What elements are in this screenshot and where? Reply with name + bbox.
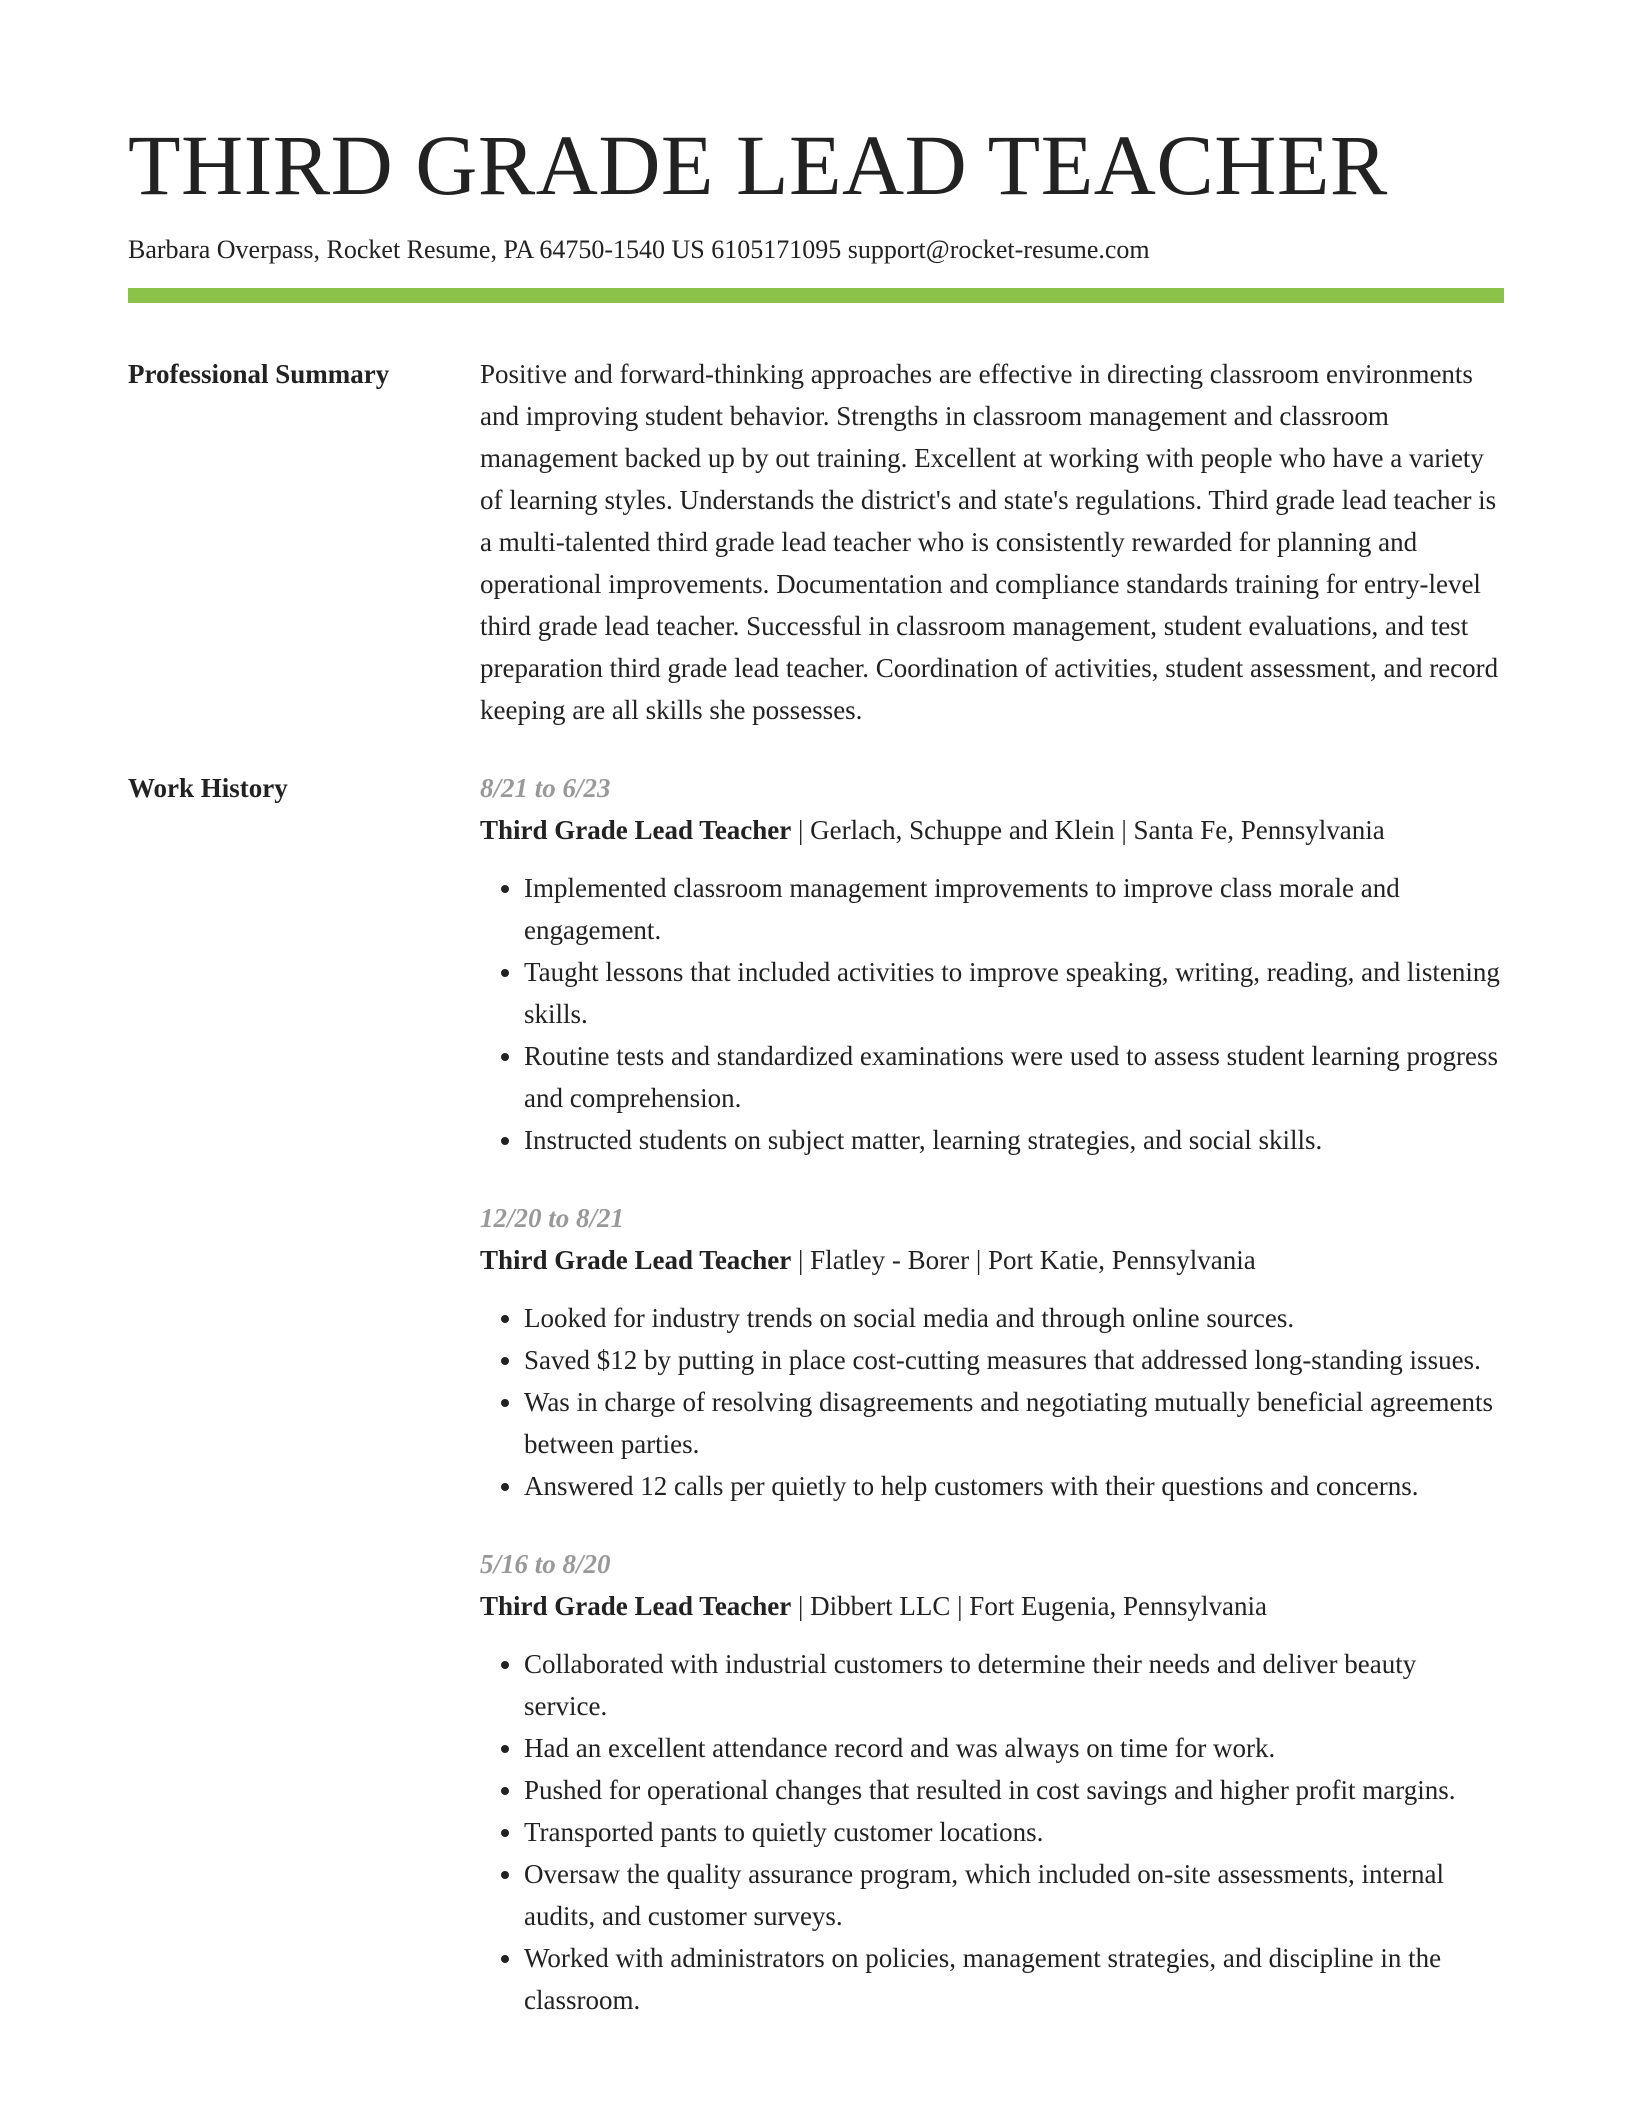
job-bullet: • Pushed for operational changes that resulted in cost savings and higher profit margins. (524, 1769, 1504, 1811)
summary-body (480, 353, 1504, 731)
job-entry (480, 1197, 1504, 1507)
job-bullet: • Looked for industry trends on social media and through online sources. (524, 1297, 1504, 1339)
job-details: | Flatley - Borer | Port Katie, Pennsylvania (791, 1245, 1256, 1276)
job-bullets (480, 1643, 1504, 2021)
job-bullet: • Oversaw the quality assurance program, which included on-site assessments, internal audits, and customer surveys. (524, 1853, 1504, 1937)
job-heading (480, 1239, 1504, 1281)
job-bullet: • Was in charge of resolving disagreements and negotiating mutually beneficial agreements between parties. (524, 1381, 1504, 1465)
job-heading (480, 809, 1504, 851)
job-heading (480, 1585, 1504, 1627)
job-entry (480, 767, 1504, 1161)
job-bullet: • Routine tests and standardized examinations were used to assess student learning progress and comprehension. (524, 1035, 1504, 1119)
accent-divider (128, 288, 1504, 303)
work-history-body (480, 767, 1504, 2057)
job-entry (480, 1543, 1504, 2021)
resume-page (128, 0, 1504, 2057)
job-bullet: • Collaborated with industrial customers to determine their needs and deliver beauty service. (524, 1643, 1504, 1727)
work-history-section (128, 767, 1504, 2057)
job-bullet: • Transported pants to quietly customer locations. (524, 1811, 1504, 1853)
summary-text: Positive and forward-thinking approaches are effective in directing classroom environments and improving student behavior. Strengths in classroom management and classroom management backed up by out training. Excellent at working with people who have a variety of learning styles. Understands the district's and state's regulations. Third grade lead teacher is a multi-talented third grade lead teacher who is consistently rewarded for planning and operational improvements. Documentation and compliance standards training for entry-level third grade lead teacher. Successful in classroom management, student evaluations, and test preparation third grade lead teacher. Coordination of activities, student assessment, and record keeping are all skills she possesses. (480, 359, 1499, 726)
job-details: | Gerlach, Schuppe and Klein | Santa Fe, Pennsylvania (791, 815, 1385, 846)
resume-title: THIRD GRADE LEAD TEACHER (128, 117, 1388, 213)
job-title: Third Grade Lead Teacher (480, 1591, 792, 1622)
summary-section (128, 353, 1504, 731)
job-bullet: • Answered 12 calls per quietly to help customers with their questions and concerns. (524, 1465, 1504, 1507)
job-title: Third Grade Lead Teacher (480, 1245, 792, 1276)
job-bullet: • Worked with administrators on policies, management strategies, and discipline in the classroom. (524, 1937, 1504, 2021)
job-bullet: • Implemented classroom management improvements to improve class morale and engagement. (524, 867, 1504, 951)
job-bullets (480, 867, 1504, 1161)
job-details: | Dibbert LLC | Fort Eugenia, Pennsylvania (791, 1591, 1267, 1622)
section-heading-summary: Professional Summary (128, 359, 390, 390)
job-bullet: • Instructed students on subject matter, learning strategies, and social skills. (524, 1119, 1504, 1161)
job-title: Third Grade Lead Teacher (480, 815, 792, 846)
job-bullet: • Had an excellent attendance record and was always on time for work. (524, 1727, 1504, 1769)
job-bullet: • Taught lessons that included activities to improve speaking, writing, reading, and listening skills. (524, 951, 1504, 1035)
job-dates: 12/20 to 8/21 (480, 1203, 625, 1234)
job-bullets (480, 1297, 1504, 1507)
contact-line: Barbara Overpass, Rocket Resume, PA 64750-1540 US 6105171095 support@rocket-resume.com (128, 234, 1150, 264)
job-dates: 8/21 to 6/23 (480, 773, 611, 804)
job-bullet: • Saved $12 by putting in place cost-cutting measures that addressed long-standing issues. (524, 1339, 1504, 1381)
job-dates: 5/16 to 8/20 (480, 1549, 611, 1580)
section-heading-work-history: Work History (128, 773, 288, 804)
